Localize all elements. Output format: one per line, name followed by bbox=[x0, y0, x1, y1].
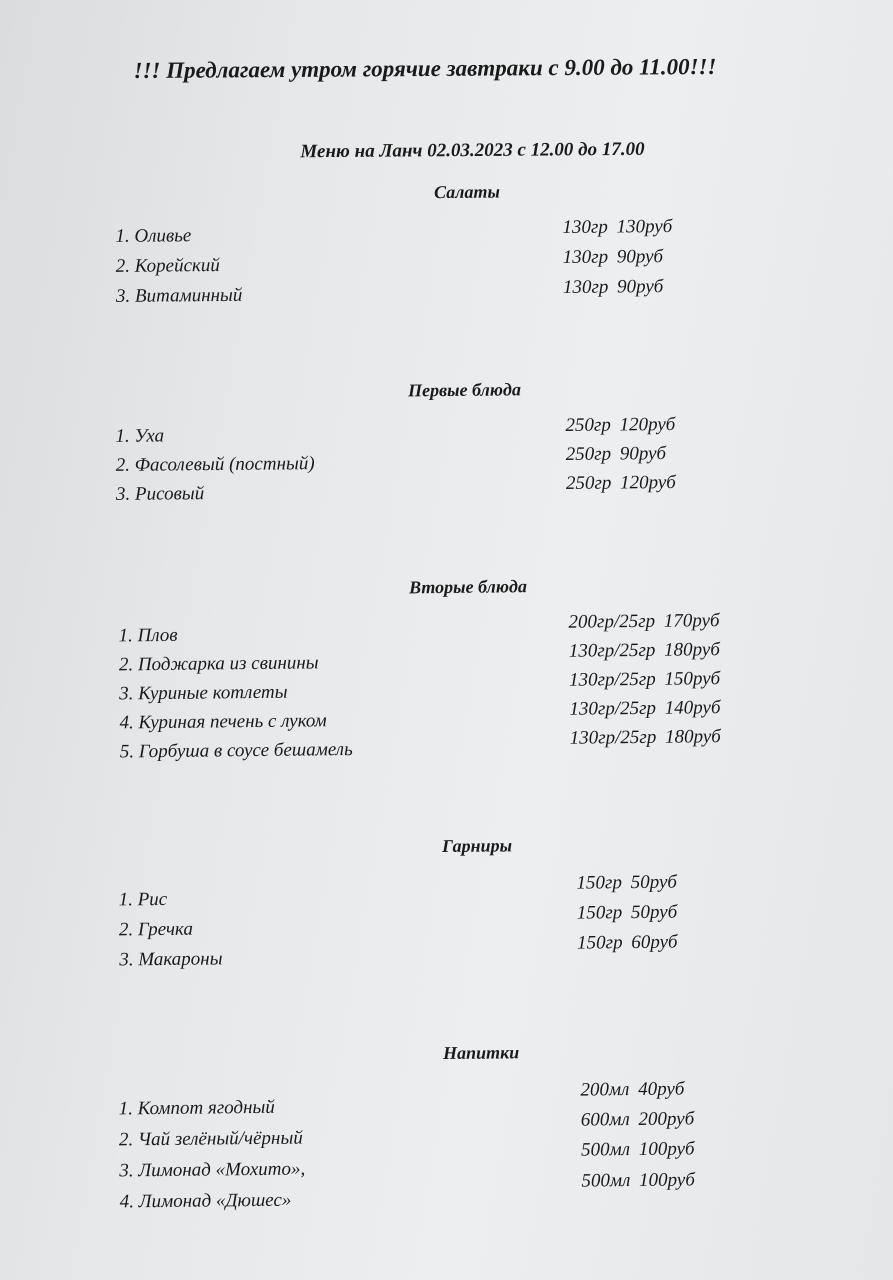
section-salads bbox=[0, 178, 893, 307]
menu-item-price: 130гр/25гр 180руб bbox=[569, 726, 721, 749]
menu-item-name: 1. Рис bbox=[118, 888, 168, 911]
menu-item-price: 200гр/25гр 170руб bbox=[568, 610, 720, 633]
menu-item-name: 4. Лимонад «Дюшес» bbox=[119, 1189, 292, 1213]
menu-item-price: 150гр 60руб bbox=[577, 931, 678, 954]
menu-item-price: 150гр 50руб bbox=[576, 901, 678, 924]
menu-item-price: 130гр/25гр 140руб bbox=[569, 697, 721, 720]
section-title: Первые блюда bbox=[407, 379, 522, 401]
section-main-courses bbox=[0, 572, 893, 763]
menu-item-price: 500мл 100руб bbox=[581, 1138, 695, 1161]
menu-item-price: 250гр 120руб bbox=[565, 472, 676, 494]
section-title: Гарниры bbox=[441, 835, 513, 857]
menu-item-name: 2. Поджарка из свинины bbox=[118, 652, 319, 676]
section-title: Салаты bbox=[433, 181, 501, 203]
menu-item-price: 200мл 40руб bbox=[580, 1078, 685, 1101]
menu-item-price: 130гр 90руб bbox=[562, 276, 664, 298]
menu-item-price: 250гр 90руб bbox=[565, 443, 667, 465]
menu-title: Меню на Ланч 02.03.2023 с 12.00 до 17.00 bbox=[300, 138, 645, 163]
menu-item-name: 2. Гречка bbox=[118, 918, 194, 941]
menu-item-name: 1. Плов bbox=[118, 624, 178, 647]
menu-item-price: 500мл 100руб bbox=[581, 1169, 695, 1192]
menu-item-price: 130гр 130руб bbox=[562, 216, 673, 238]
menu-item-price: 150гр 50руб bbox=[576, 871, 678, 894]
menu-item-name: 1. Компот ягодный bbox=[118, 1096, 275, 1120]
section-title: Напитки bbox=[442, 1042, 520, 1064]
menu-item-price: 250гр 120руб bbox=[565, 414, 676, 436]
menu-item-price: 600мл 200руб bbox=[580, 1108, 695, 1131]
menu-item-name: 3. Макароны bbox=[119, 948, 223, 971]
section-first-courses bbox=[0, 376, 893, 505]
menu-item-name: 1. Уха bbox=[115, 425, 165, 447]
menu-item-name: 4. Куриная печень с луком bbox=[119, 710, 327, 734]
section-drinks bbox=[0, 1038, 893, 1213]
menu-item-price: 130гр/25гр 150руб bbox=[568, 668, 721, 691]
menu-item-name: 5. Горбуша в соусе бешамель bbox=[119, 738, 353, 763]
menu-item-name: 2. Фасолевый (постный) bbox=[115, 453, 315, 476]
section-side-dishes bbox=[0, 831, 893, 971]
menu-item-name: 3. Рисовый bbox=[115, 483, 205, 505]
menu-item-name: 1. Оливье bbox=[115, 225, 192, 247]
menu-item-name: 2. Чай зелёный/чёрный bbox=[118, 1127, 303, 1151]
section-title: Вторые блюда bbox=[408, 576, 528, 598]
menu-item-name: 3. Витаминный bbox=[115, 284, 243, 307]
breakfast-promo: !!! Предлагаем утром горячие завтраки с 9.00 до 11.00!!! bbox=[133, 53, 717, 84]
menu-item-name: 2. Корейский bbox=[115, 254, 220, 277]
menu-item-name: 3. Куриные котлеты bbox=[119, 681, 288, 705]
menu-item-price: 130гр 90руб bbox=[562, 246, 664, 268]
menu-item-name: 3. Лимонад «Мохито», bbox=[119, 1158, 306, 1182]
menu-item-price: 130гр/25гр 180руб bbox=[568, 639, 720, 662]
